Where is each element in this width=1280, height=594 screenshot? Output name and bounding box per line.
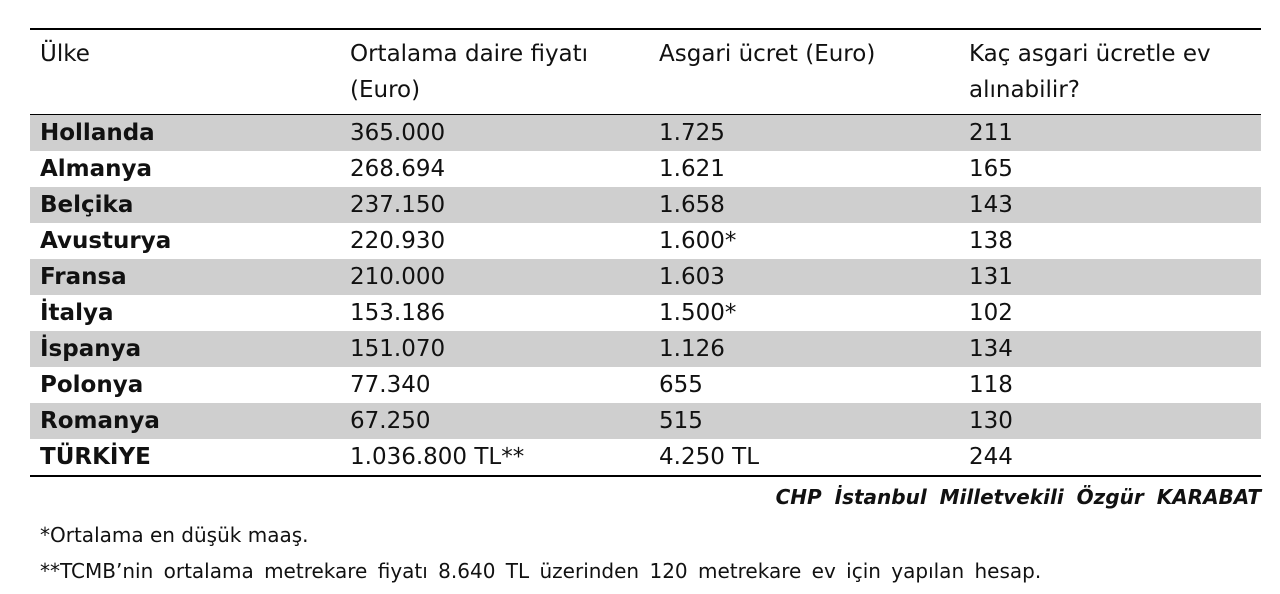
table-row <box>30 403 1261 439</box>
min-wage-cell: 515 <box>649 403 959 439</box>
table-row <box>30 115 1261 152</box>
country-cell: Hollanda <box>30 115 340 152</box>
source-credit: CHP İstanbul Milletvekili Özgür KARABAT <box>775 485 1261 509</box>
min-wage-cell: 655 <box>659 372 703 398</box>
country-cell: Avusturya <box>40 228 172 254</box>
header-avg-price: Ortalama daire fiyatı (Euro) <box>350 41 589 103</box>
table-header <box>30 29 1261 115</box>
table-row <box>30 439 1261 476</box>
avg-price-cell: 1.036.800 TL** <box>350 444 525 470</box>
footnote-2: **TCMB’nin ortalama metrekare fiyatı 8.640 TL üzerinden 120 metrekare ev için yapılan hesap. <box>40 559 1042 583</box>
avg-price-cell: 365.000 <box>340 115 649 152</box>
table-row <box>30 223 1261 259</box>
table-row <box>30 259 1261 295</box>
min-wage-cell: 1.658 <box>649 187 959 223</box>
country-cell: Romanya <box>30 403 340 439</box>
table-row <box>30 295 1261 331</box>
min-wage-cell: 1.500* <box>659 300 737 326</box>
avg-price-cell: 151.070 <box>340 331 649 367</box>
wage-count-cell: 165 <box>969 156 1013 182</box>
country-cell: Polonya <box>40 372 144 398</box>
min-wage-cell: 1.725 <box>649 115 959 152</box>
header-country: Ülke <box>40 41 90 67</box>
header-row <box>30 29 1261 115</box>
wage-count-cell: 211 <box>959 115 1261 152</box>
country-cell: İtalya <box>40 300 114 326</box>
wage-count-cell: 244 <box>969 444 1013 470</box>
table-row <box>30 331 1261 367</box>
avg-price-cell: 268.694 <box>350 156 446 182</box>
wage-count-cell: 143 <box>959 187 1261 223</box>
country-cell: Fransa <box>30 259 340 295</box>
country-cell: İspanya <box>30 331 340 367</box>
min-wage-cell: 4.250 TL <box>659 444 760 470</box>
table-row <box>30 187 1261 223</box>
avg-price-cell: 77.340 <box>350 372 431 398</box>
avg-price-cell: 220.930 <box>350 228 446 254</box>
wage-count-cell: 134 <box>959 331 1261 367</box>
footnote-1: *Ortalama en düşük maaş. <box>40 523 309 547</box>
table-body <box>30 115 1261 477</box>
wage-count-cell: 131 <box>959 259 1261 295</box>
country-cell: TÜRKİYE <box>40 444 151 470</box>
document <box>30 28 1261 583</box>
country-cell: Belçika <box>30 187 340 223</box>
header-min-wage: Asgari ücret (Euro) <box>659 41 876 67</box>
avg-price-cell: 67.250 <box>340 403 649 439</box>
wage-count-cell: 102 <box>969 300 1013 326</box>
avg-price-cell: 153.186 <box>350 300 446 326</box>
avg-price-cell: 210.000 <box>340 259 649 295</box>
wage-count-cell: 138 <box>969 228 1013 254</box>
min-wage-cell: 1.603 <box>649 259 959 295</box>
table-row <box>30 367 1261 403</box>
min-wage-cell: 1.621 <box>659 156 725 182</box>
housing-comparison-table <box>30 28 1261 477</box>
header-wage-count: Kaç asgari ücretle ev alınabilir? <box>969 41 1211 103</box>
wage-count-cell: 130 <box>959 403 1261 439</box>
country-cell: Almanya <box>40 156 153 182</box>
min-wage-cell: 1.126 <box>649 331 959 367</box>
avg-price-cell: 237.150 <box>340 187 649 223</box>
wage-count-cell: 118 <box>969 372 1013 398</box>
table-row <box>30 151 1261 187</box>
min-wage-cell: 1.600* <box>659 228 737 254</box>
